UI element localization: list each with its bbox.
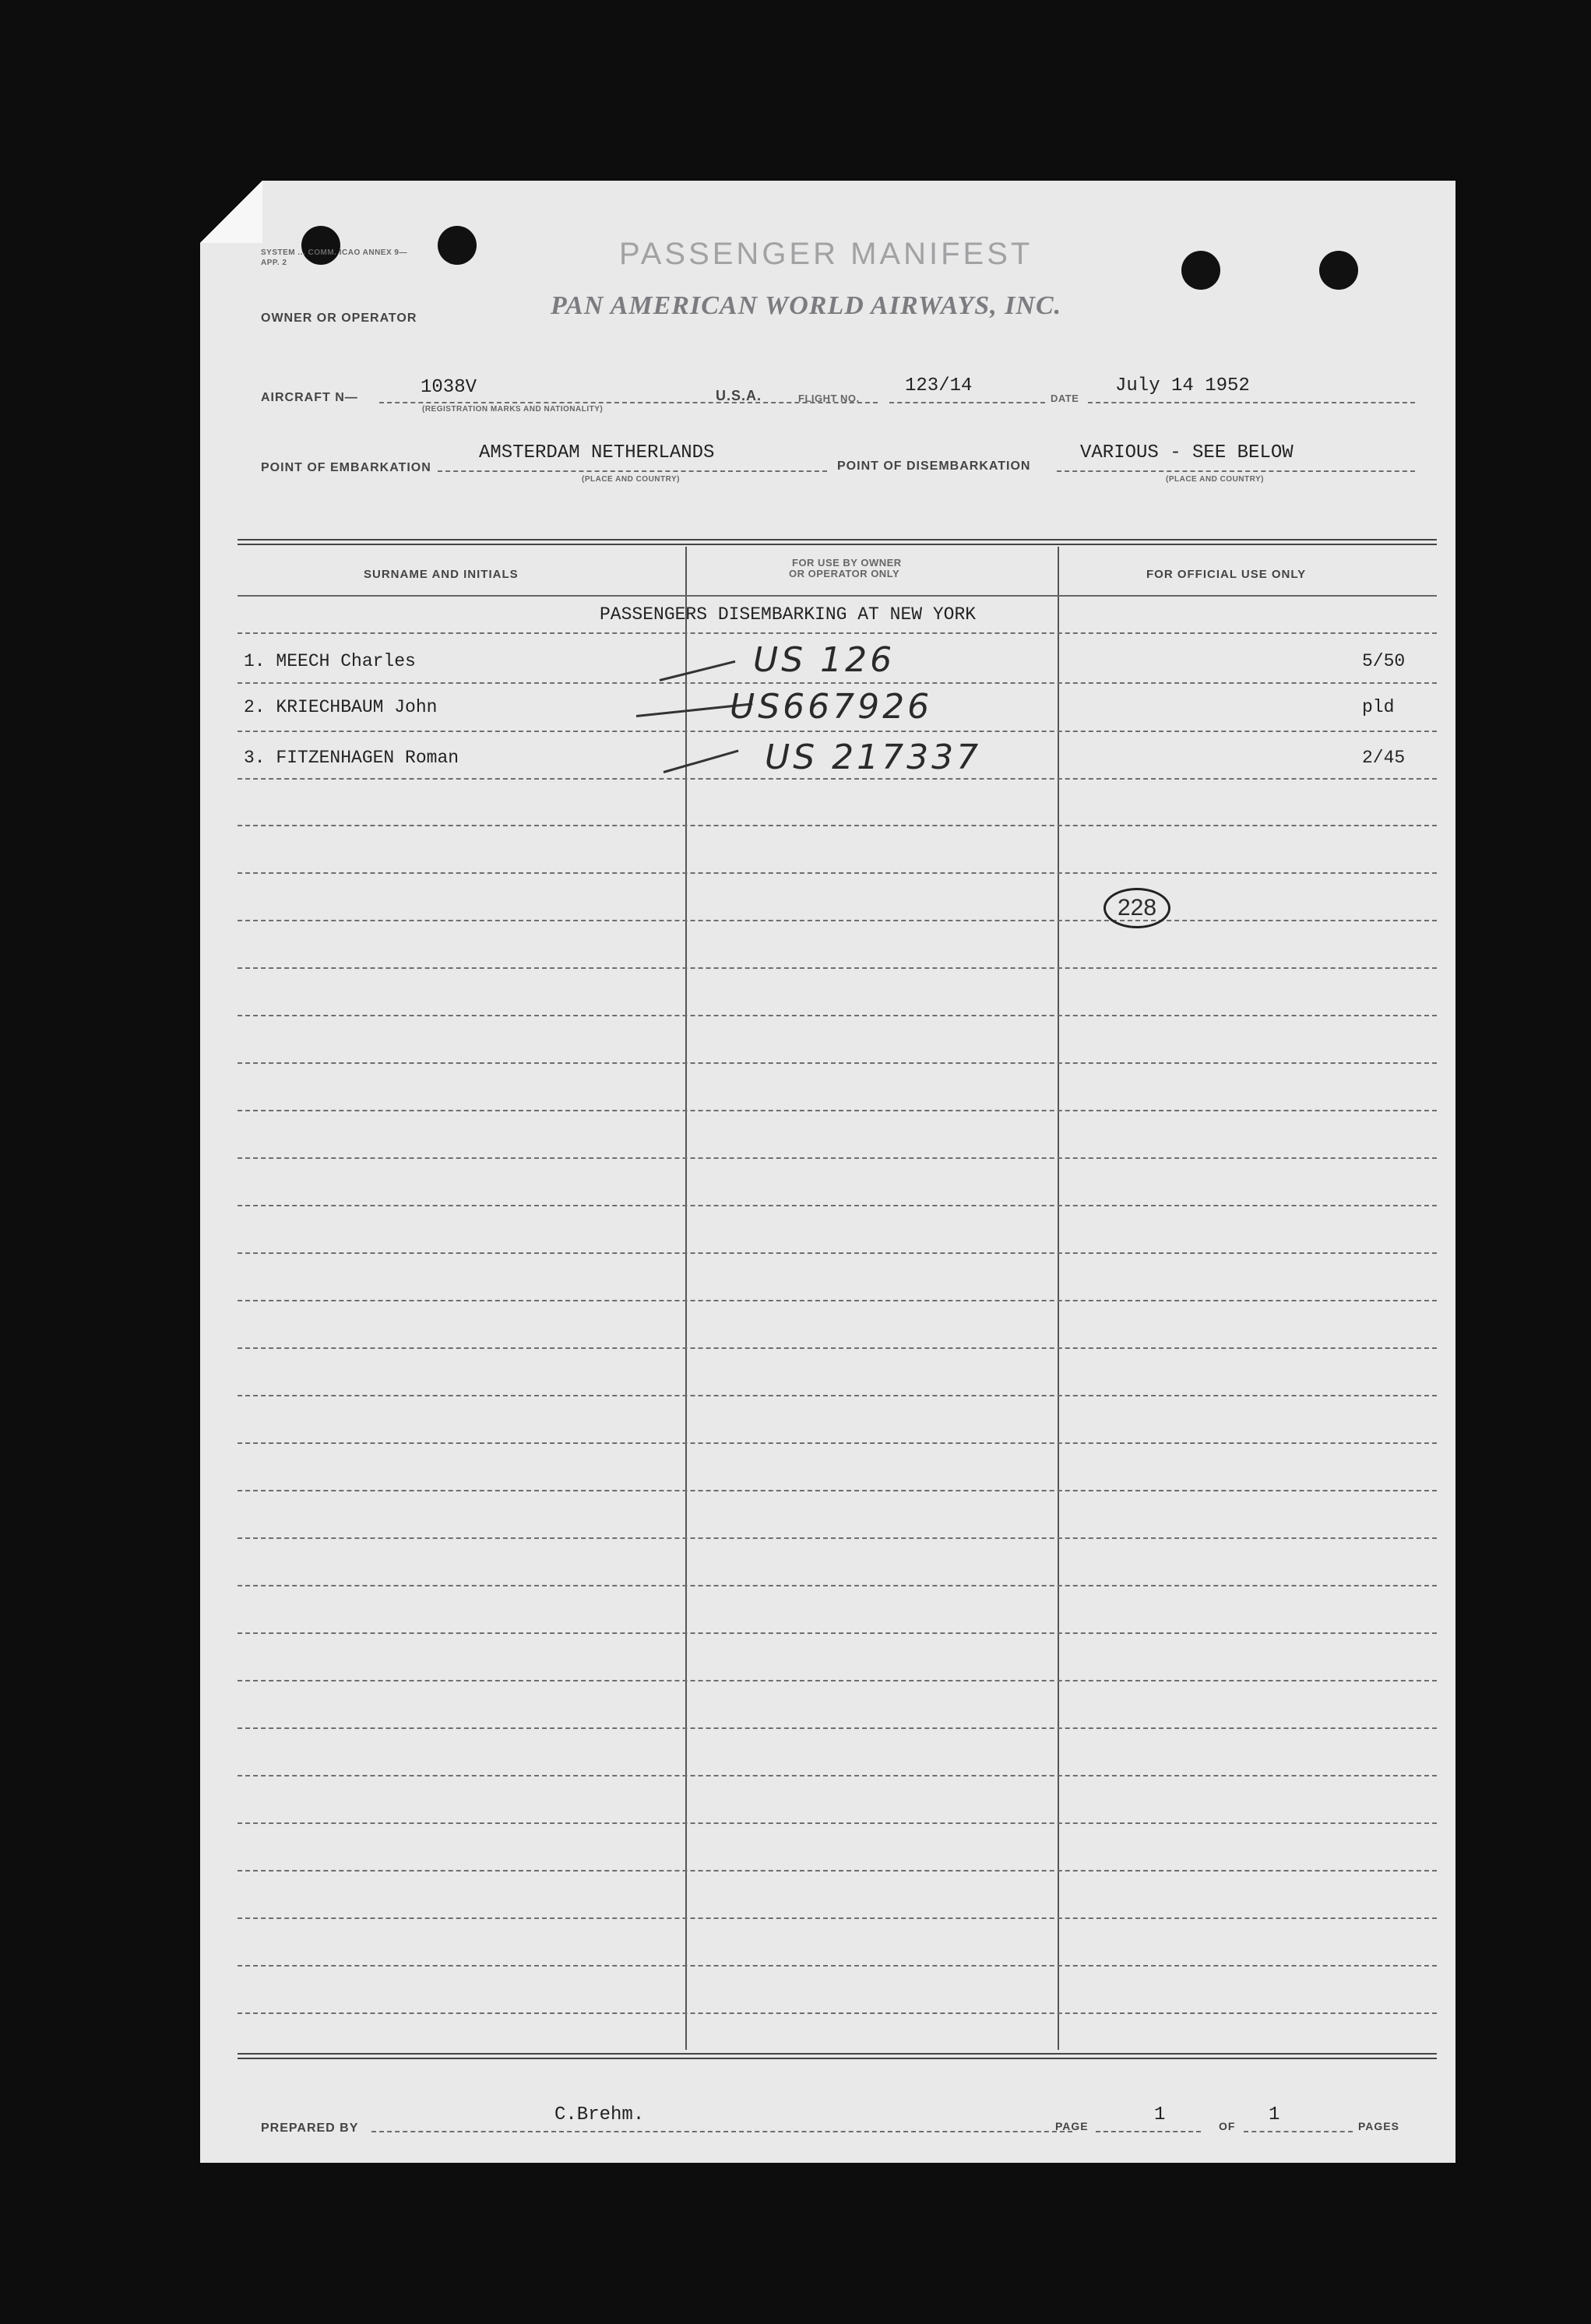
passenger-name: 2. KRIECHBAUM John [244, 697, 438, 717]
header-rule [238, 595, 1437, 597]
aircraft-registration: 1038V [421, 377, 477, 398]
date-underline [1088, 402, 1415, 403]
ruled-line [238, 2012, 1437, 2014]
surname-header: SURNAME AND INITIALS [364, 568, 519, 581]
embarkation-underline [438, 470, 827, 472]
ruled-line [238, 1015, 1437, 1016]
of-label: OF [1219, 2120, 1236, 2132]
table-top-rule [238, 544, 1437, 545]
ruled-line [238, 825, 1437, 826]
passenger-name: 1. MEECH Charles [244, 651, 416, 671]
disembarkation-value: VARIOUS - SEE BELOW [1080, 442, 1294, 463]
folded-corner-flap [200, 181, 262, 243]
ruled-line [238, 1680, 1437, 1681]
punch-hole [1319, 251, 1358, 290]
disembarkation-label: POINT OF DISEMBARKATION [837, 460, 1031, 473]
ruled-line [238, 1110, 1437, 1111]
column-divider [685, 547, 687, 2050]
table-bottom-rule [238, 2058, 1437, 2059]
owner-note: US 217337 [765, 738, 982, 777]
aircraft-label: AIRCRAFT N— [261, 391, 358, 404]
ruled-line [238, 1727, 1437, 1729]
column-divider [1058, 547, 1059, 2050]
embarkation-caption: (PLACE AND COUNTRY) [582, 475, 680, 484]
owner-use-header: FOR USE BY OWNER [792, 557, 902, 569]
ruled-line [238, 1252, 1437, 1254]
pages-label: PAGES [1358, 2120, 1399, 2132]
punch-hole [438, 226, 477, 265]
handwritten-dash [660, 660, 736, 681]
registration-caption: (REGISTRATION MARKS AND NATIONALITY) [422, 405, 604, 414]
disembarkation-underline [1057, 470, 1415, 472]
ruled-line [238, 1585, 1437, 1586]
operator-name: PAN AMERICAN WORLD AIRWAYS, INC. [551, 291, 1062, 320]
table-bottom-rule [238, 2053, 1437, 2055]
section-heading: PASSENGERS DISEMBARKING AT NEW YORK [600, 604, 977, 625]
prepared-by-label: PREPARED BY [261, 2122, 359, 2135]
ruled-line [238, 920, 1437, 921]
official-mark: pld [1362, 697, 1395, 717]
owner-note: US667926 [730, 687, 933, 727]
official-mark: 2/45 [1362, 748, 1406, 768]
owner-note: US 126 [753, 640, 896, 680]
ruled-line [238, 1062, 1437, 1064]
manifest-sheet [200, 181, 1455, 2163]
ruled-line [238, 731, 1437, 732]
owner-label: OWNER OR OPERATOR [261, 312, 417, 325]
page-total: 1 [1269, 2104, 1280, 2125]
ruled-line [238, 1870, 1437, 1872]
ruled-line [238, 1965, 1437, 1967]
ruled-line [238, 1775, 1437, 1776]
ruled-line [238, 1917, 1437, 1919]
handwritten-dash [664, 749, 739, 773]
embarkation-value: AMSTERDAM NETHERLANDS [479, 442, 715, 463]
ruled-line [238, 872, 1437, 874]
ruled-line [238, 1347, 1437, 1349]
flight-label: FLIGHT NO. [798, 393, 860, 404]
flight-underline [889, 402, 1045, 403]
usa-label: U.S.A. [716, 388, 762, 403]
page-underline [1096, 2131, 1201, 2132]
circled-number-text: 228 [1117, 895, 1157, 921]
passenger-name: 3. FITZENHAGEN Roman [244, 748, 459, 768]
ruled-line [238, 1490, 1437, 1491]
of-underline [1244, 2131, 1353, 2132]
ruled-line [238, 778, 1437, 780]
form-reference: SYSTEM ... COMM. ICAO ANNEX 9—APP. 2 [261, 248, 407, 267]
prepared-by-value: C.Brehm. [554, 2104, 645, 2125]
page-number: 1 [1154, 2104, 1166, 2125]
ruled-line [238, 1822, 1437, 1824]
official-mark: 5/50 [1362, 651, 1406, 671]
ruled-line [238, 1537, 1437, 1539]
ruled-line [238, 1157, 1437, 1159]
date-label: DATE [1051, 393, 1079, 404]
flight-number: 123/14 [905, 375, 973, 396]
owner-use-header: OR OPERATOR ONLY [789, 568, 900, 579]
ruled-line [238, 967, 1437, 969]
disembarkation-caption: (PLACE AND COUNTRY) [1166, 475, 1264, 484]
punch-hole [1181, 251, 1220, 290]
table-top-rule [238, 539, 1437, 541]
official-use-header: FOR OFFICIAL USE ONLY [1146, 568, 1307, 581]
flight-date: July 14 1952 [1115, 375, 1250, 396]
form-title: PASSENGER MANIFEST [619, 237, 1033, 271]
ruled-line [238, 1442, 1437, 1444]
circled-number [1103, 888, 1170, 928]
prepared-by-underline [371, 2131, 1072, 2132]
ruled-line [238, 632, 1437, 634]
ruled-line [238, 1300, 1437, 1301]
page-label: PAGE [1055, 2120, 1089, 2132]
ruled-line [238, 1205, 1437, 1206]
ruled-line [238, 1395, 1437, 1396]
embarkation-label: POINT OF EMBARKATION [261, 461, 431, 474]
ruled-line [238, 1632, 1437, 1634]
ruled-line [238, 682, 1437, 684]
